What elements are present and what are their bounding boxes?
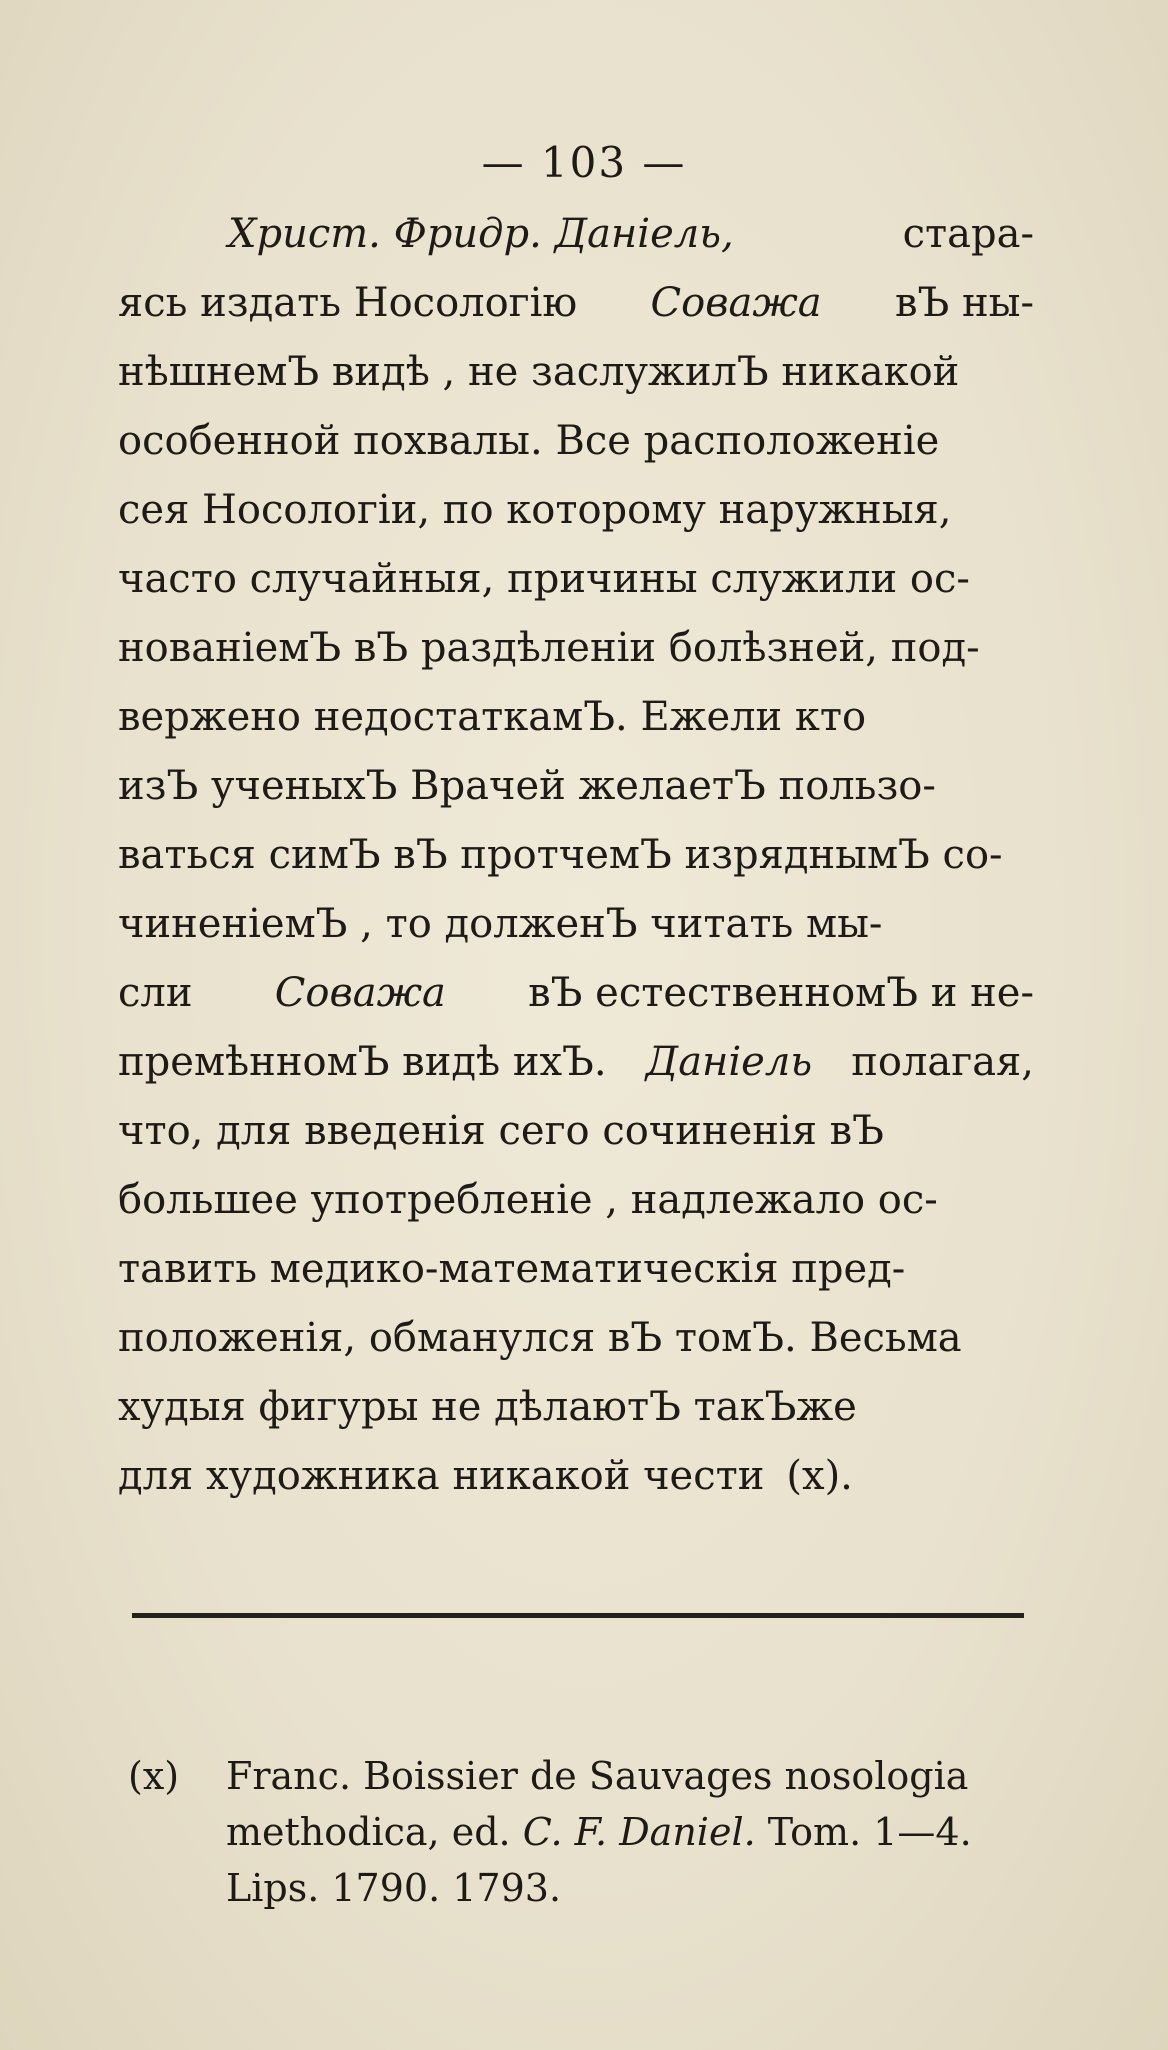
text-segment: большее употребленіе , надлежало ос- [118,1177,938,1223]
text-segment: вержено недостаткамЪ. Ежели кто [118,694,867,740]
text-line [118,1166,1034,1235]
page-number: — 103 — [481,138,687,187]
footnote-mark: (x) [128,1754,180,1798]
text-line [118,338,1034,407]
text-segment: чиненіемЪ , то долженЪ читать мы- [118,901,883,947]
text-line [118,476,1034,545]
text-segment: для художника никакой чести [118,1453,765,1499]
footnote-line [128,1748,1038,1804]
footnote-text: Tom. 1—4. [767,1810,972,1854]
footnote-reference: (x). [786,1453,853,1499]
text-line [118,890,1034,959]
text-segment: часто случайныя, причины служили ос- [118,556,970,602]
author-name: Соважа [650,280,822,326]
text-segment: полагая, [851,1039,1034,1085]
text-line [118,959,1034,1028]
footnote [128,1748,1038,1916]
author-name: Даніель [645,1039,813,1085]
text-line [118,545,1034,614]
author-name: Христ. Фридр. Даніель, [228,211,734,257]
text-line [118,407,1034,476]
author-name: Соважа [274,970,446,1016]
footnote-text: Lips. 1790. 1793. [226,1866,562,1910]
text-segment: нѣшнемЪ видѣ , не заслужилЪ никакой [118,349,960,395]
text-segment: премѣнномЪ видѣ ихЪ. [118,1039,607,1085]
text-segment: вЪ ны- [894,280,1034,326]
text-segment: что, для введенія сего сочиненія вЪ [118,1108,884,1154]
footnote-line [128,1804,1038,1860]
text-segment: тавить медико-математическія пред- [118,1246,906,1292]
text-segment: сли [118,970,193,1016]
text-segment: стара- [902,211,1034,257]
text-line [118,752,1034,821]
text-segment: вЪ естественномЪ и не- [528,970,1034,1016]
text-segment: сея Носологіи, по которому наружныя, [118,487,952,533]
text-line [118,1373,1034,1442]
text-line [118,821,1034,890]
text-line [118,1304,1034,1373]
text-line [118,614,1034,683]
footnote-line [128,1860,1038,1916]
text-segment: худыя фигуры не дѣлаютЪ такЪже [118,1384,857,1430]
footnote-divider [132,1613,1024,1618]
footnote-text: Franc. Boissier de Sauvages nosologia [226,1754,969,1798]
text-line [118,1028,1034,1097]
text-line [118,1097,1034,1166]
text-line [118,683,1034,752]
text-segment: особенной похвалы. Все расположеніе [118,418,940,464]
footnote-text: methodica, ed. [226,1810,511,1854]
text-line [118,269,1034,338]
text-line [118,1235,1034,1304]
text-segment: положенія, обманулся вЪ томЪ. Весьма [118,1315,962,1361]
main-paragraph [118,200,1034,1511]
footnote-editor: C. F. Daniel. [522,1810,756,1854]
text-segment: нованіемЪ вЪ раздѣленіи болѣзней, под- [118,625,980,671]
text-line [118,1442,1034,1511]
text-segment: изЪ ученыхЪ Врачей желаетЪ пользо- [118,763,936,809]
text-segment: ясь издать Носологію [118,280,578,326]
text-segment: ваться симЪ вЪ протчемЪ изряднымЪ со- [118,832,1003,878]
text-line [118,200,1034,269]
